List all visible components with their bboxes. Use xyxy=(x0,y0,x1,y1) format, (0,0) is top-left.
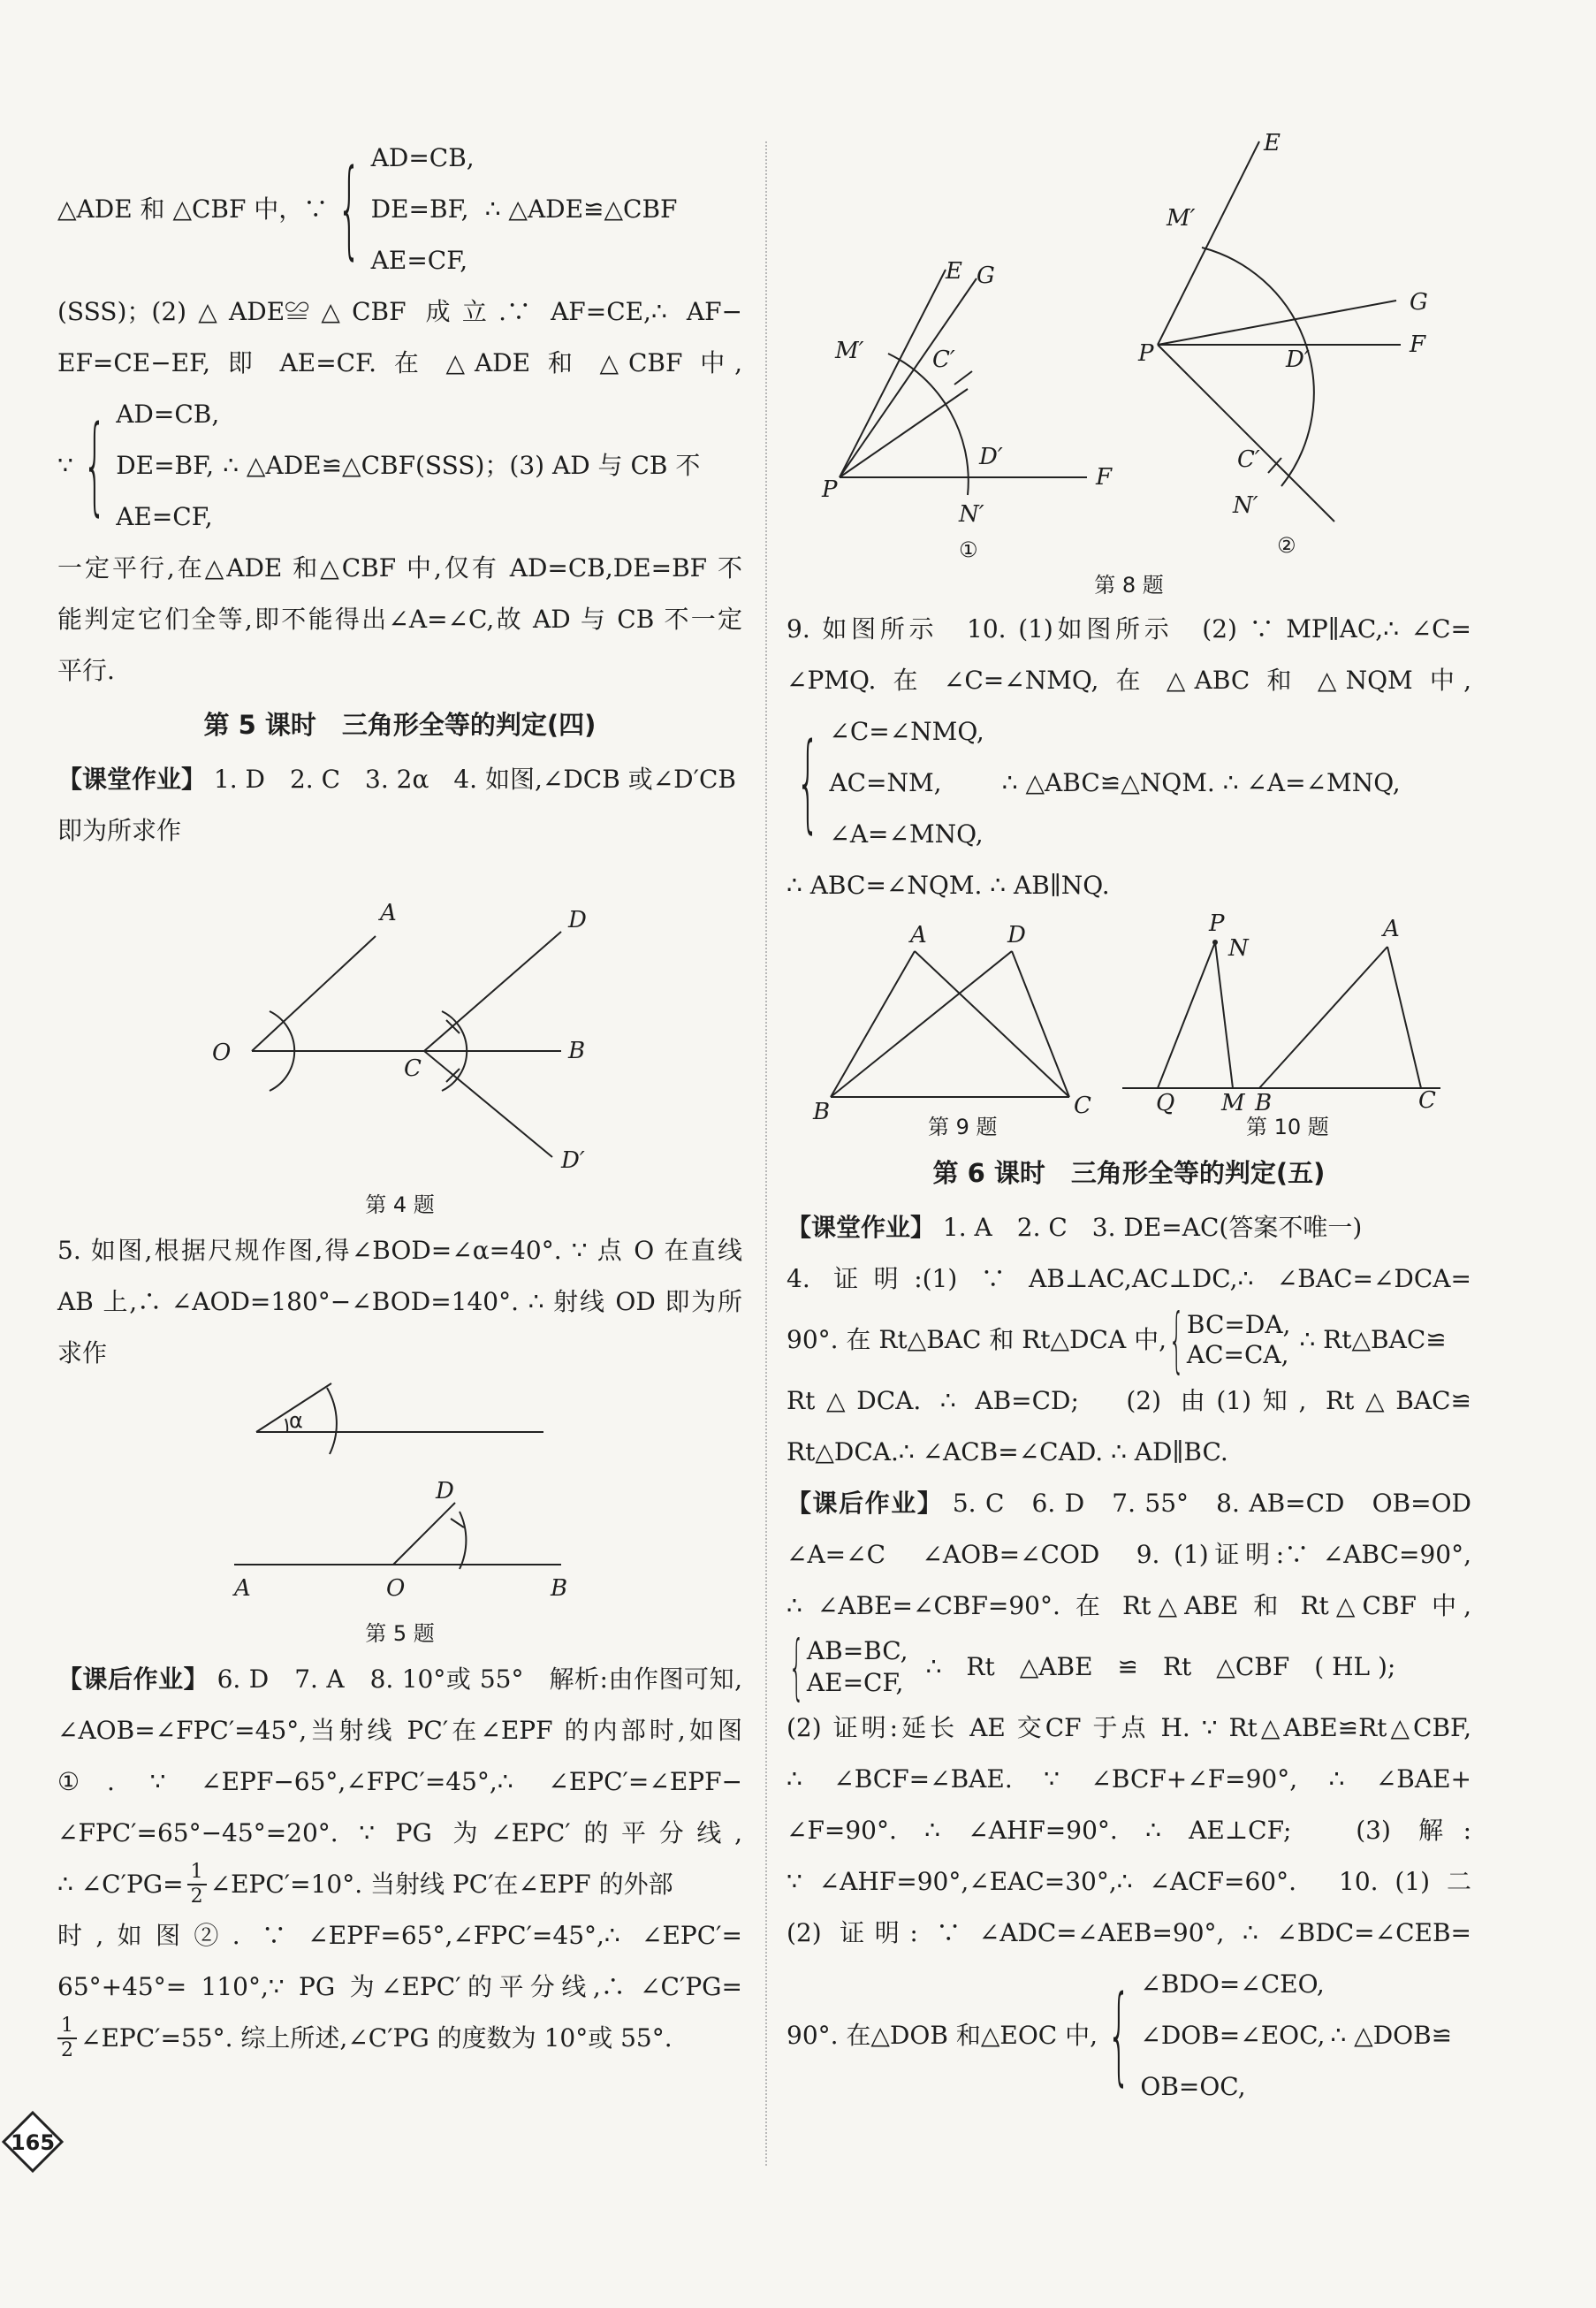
figure-caption: 第 8 题 xyxy=(1094,573,1164,598)
equation: BC=DA, xyxy=(1186,1310,1291,1339)
fig8-label: P xyxy=(1138,340,1154,367)
fig5-label: O xyxy=(386,1575,406,1602)
equation: AE=CF, xyxy=(806,1668,904,1697)
fraction xyxy=(57,2015,77,2062)
right-column xyxy=(787,124,1471,2113)
figure-5 xyxy=(57,1379,742,1618)
system-block xyxy=(57,389,742,543)
equation-system xyxy=(807,1635,908,1699)
brace-icon: { xyxy=(82,404,107,527)
column-divider xyxy=(765,141,767,2166)
text-line: 6. D 7. A 8. 10°或 55° 解析:由作图可知, xyxy=(217,1664,742,1694)
text-line: ∠A=∠C ∠AOB=∠COD 9. (1)证明:∵ ∠ABC=90°, xyxy=(787,1540,1471,1569)
figure-9-10 xyxy=(787,911,1471,1141)
text-line: 1. D 2. C 3. 2α 4. 如图,∠DCB 或∠D′CB xyxy=(213,765,736,794)
text-line: (SSS)；(2)△ADE≌△CBF 成立.∵ AF=CE,∴ AF− xyxy=(57,297,742,326)
text-line: 4. 证明:(1) ∵ AB⊥AC,AC⊥DC,∴ ∠BAC=∠DCA= xyxy=(787,1264,1471,1293)
fraction-denominator: 2 xyxy=(61,2039,73,2061)
system-block xyxy=(57,133,742,286)
equation: AC=NM, xyxy=(829,768,942,797)
fig10-label: A xyxy=(1383,916,1400,942)
equation: AB=BC, xyxy=(806,1636,908,1665)
text-line: AB 上,∴ ∠AOD=180°−∠BOD=140°. ∴ 射线 OD 即为所 xyxy=(57,1287,742,1316)
fig5-angle-mark xyxy=(285,1419,287,1432)
text-line: EF=CE−EF, 即 AE=CF. 在 △ADE 和 △CBF 中, xyxy=(57,348,742,377)
text-line: ∴ ∠BCF=∠BAE. ∵ ∠BCF+∠F=90°, ∴ ∠BAE+ xyxy=(787,1764,1471,1794)
fig8a-ray-pe xyxy=(840,270,946,477)
section-heading: 第 5 课时 三角形全等的判定(四) xyxy=(203,710,597,740)
equation-system xyxy=(1187,1310,1291,1370)
text-line: ∴ ∠ABE=∠CBF=90°. 在 Rt△ABE 和 Rt△CBF 中, xyxy=(787,1591,1471,1620)
equation: AC=CA, xyxy=(1186,1340,1289,1369)
text-line: ∴ Rt △ABE ≌ Rt △CBF ( HL ); xyxy=(925,1652,1396,1681)
fig10-label: M xyxy=(1221,1090,1245,1116)
fig8a-arc xyxy=(888,354,969,495)
fig8-label: N′ xyxy=(1233,492,1258,519)
fig4-label: D xyxy=(568,907,587,933)
text-line: 90°. 在 Rt△BAC 和 Rt△DCA 中, xyxy=(787,1325,1167,1354)
text-line: ∴ △DOB≌ xyxy=(1330,2021,1453,2050)
fig8-label: C′ xyxy=(1237,446,1260,473)
fig8-label: E xyxy=(946,258,962,285)
fraction-numerator: 1 xyxy=(57,2015,77,2039)
text-line: ∵ ∠AHF=90°,∠EAC=30°,∴ ∠ACF=60°. 10. (1) 二 xyxy=(787,1867,1471,1896)
text-line: 即为所求作 xyxy=(57,816,182,845)
fig9-label: D xyxy=(1007,922,1026,948)
fig8-label: P xyxy=(822,476,838,503)
figure-caption: 第 10 题 xyxy=(1246,1115,1329,1139)
fig9-edge xyxy=(915,951,1069,1097)
brace-icon: { xyxy=(1106,1974,1131,2097)
fig8a-ray-pc xyxy=(840,389,968,477)
equation: AE=CF, xyxy=(370,246,468,275)
system-block xyxy=(787,1299,1471,1381)
equation: ∠A=∠MNQ, xyxy=(829,819,984,849)
text-line: 平行. xyxy=(57,656,115,685)
equation-system xyxy=(829,706,984,860)
text-line: 1. A 2. C 3. DE=AC(答案不唯一) xyxy=(942,1213,1363,1242)
fig8-label: ① xyxy=(959,537,978,562)
fig8-label: G xyxy=(1410,289,1428,316)
equation: AD=CB, xyxy=(116,400,220,429)
text-line: 5. C 6. D 7. 55° 8. AB=CD OB=OD xyxy=(952,1489,1471,1518)
figure-8 xyxy=(787,124,1471,583)
text-line: ∠FPC′=65°−45°=20°. ∵ PG 为∠EPC′的平分线, xyxy=(57,1818,742,1847)
fig5-label: A xyxy=(234,1575,251,1602)
fig10-edge xyxy=(1387,947,1421,1088)
figure-caption: 第 9 题 xyxy=(928,1115,998,1139)
fig4-ray-oa xyxy=(252,936,376,1051)
fig4-label: D′ xyxy=(561,1147,585,1174)
text-line: 求作 xyxy=(57,1338,108,1367)
section-tag: 【课后作业】 xyxy=(57,1664,209,1694)
equation: DE=BF, xyxy=(370,194,469,224)
brace-icon: { xyxy=(788,1626,805,1708)
fig4-label: B xyxy=(568,1038,586,1064)
fig8b-ray-pe xyxy=(1158,141,1259,345)
fig8-label: F xyxy=(1410,331,1426,358)
page-number-badge xyxy=(2,2111,64,2173)
fig10-point-p xyxy=(1212,940,1218,945)
text-line: ∠PMQ. 在 ∠C=∠NMQ, 在 △ABC 和 △NQM 中, xyxy=(787,666,1471,695)
text-line: ∴ △ADE≌△CBF(SSS)；(3) AD 与 CB 不 xyxy=(223,451,701,480)
text-line: ∴ ∠C′PG= xyxy=(57,1870,184,1899)
fig8-label: C′ xyxy=(932,347,955,373)
page-number: 165 xyxy=(10,2130,56,2155)
fig8a-arc-mark xyxy=(954,371,972,385)
system-block xyxy=(787,706,1471,860)
fig5-label: B xyxy=(551,1575,568,1602)
equation: ∠DOB=∠EOC, xyxy=(1140,2021,1326,2050)
text-line: 5. 如图,根据尺规作图,得∠BOD=∠α=40°. ∵ 点 O 在直线 xyxy=(57,1236,742,1265)
left-column xyxy=(57,133,742,2064)
fig5-arc xyxy=(327,1388,337,1454)
fig8-label: M′ xyxy=(835,338,864,364)
fraction xyxy=(187,1861,207,1908)
fig10-label: Q xyxy=(1156,1090,1175,1116)
figure-caption: 第 5 题 xyxy=(365,1621,435,1646)
text-line: 90°. 在△DOB 和△EOC 中, xyxy=(787,2021,1098,2050)
text-line: 能判定它们全等,即不能得出∠A=∠C,故 AD 与 CB 不一定 xyxy=(57,605,742,634)
text-line: ∴ Rt△BAC≌ xyxy=(1299,1325,1447,1354)
equation: ∠BDO=∠CEO, xyxy=(1140,1969,1325,1999)
text-line: 9. 如图所示 10. (1)如图所示 (2) ∵ MP∥AC,∴ ∠C= xyxy=(787,614,1471,644)
fig5-arc xyxy=(460,1512,466,1569)
text-line: ∠EPC′=55°. 综上所述,∠C′PG 的度数为 10°或 55°. xyxy=(80,2023,673,2053)
fig10-label: N xyxy=(1228,935,1249,962)
text-line: 65°+45°= 110°,∵ PG 为∠EPC′的平分线,∴ ∠C′PG= xyxy=(57,1972,742,2001)
equation: ∠C=∠NMQ, xyxy=(829,717,984,746)
fig9-edge xyxy=(1012,951,1069,1097)
system-block xyxy=(787,1626,1471,1708)
text-line: ∠EPC′=10°. 当射线 PC′在∠EPF 的外部 xyxy=(209,1870,673,1899)
text-line: 时,如图②. ∵ ∠EPF=65°,∠FPC′=45°,∴ ∠EPC′= xyxy=(57,1921,742,1950)
fig10-edge xyxy=(1158,942,1215,1088)
brace-icon: { xyxy=(338,148,361,270)
equation-system xyxy=(1140,1959,1325,2113)
fig8-label: D′ xyxy=(979,444,1003,470)
fig10-label: C xyxy=(1418,1087,1436,1114)
text-line: Rt△DCA. ∴ AB=CD; (2) 由(1)知, Rt△BAC≌ xyxy=(787,1386,1471,1415)
fig8-label: ② xyxy=(1277,533,1296,558)
fig9-edge xyxy=(831,951,915,1097)
figure-4 xyxy=(57,857,742,1184)
equation: DE=BF, xyxy=(116,451,215,480)
equation: AE=CF, xyxy=(116,502,213,531)
page-edge-bleed xyxy=(0,141,16,2175)
fraction-denominator: 2 xyxy=(190,1885,203,1908)
fig9-label: B xyxy=(813,1099,831,1125)
fig5-arc-mark xyxy=(451,1519,464,1527)
fig4-label: A xyxy=(380,900,397,926)
system-block xyxy=(787,1959,1471,2113)
text-line: ∴ △ABC≌△NQM. ∴ ∠A=∠MNQ, xyxy=(1001,768,1401,797)
text-line: ∴ △ADE≌△CBF xyxy=(484,194,678,224)
fig8-label: G xyxy=(977,263,995,289)
fig5-label: α xyxy=(289,1408,303,1433)
fig10-label: P xyxy=(1209,911,1225,937)
text-line: (2) 证明: ∵ ∠ADC=∠AEB=90°, ∴ ∠BDC=∠CEB= xyxy=(787,1918,1471,1947)
figure-caption: 第 4 题 xyxy=(365,1192,435,1217)
fig8b-ray-pg xyxy=(1158,301,1396,345)
fig4-ray-cd xyxy=(424,932,561,1051)
text-line: ∴ ABC=∠NQM. ∴ AB∥NQ. xyxy=(787,871,1110,900)
text-line: ①. ∵ ∠EPF−65°,∠FPC′=45°,∴ ∠EPC′=∠EPF− xyxy=(57,1767,742,1796)
fig9-edge xyxy=(831,951,1012,1097)
section-tag: 【课堂作业】 xyxy=(787,1213,936,1242)
text-line: (2) 证明:延长 AE 交CF 于点 H. ∵ Rt△ABE≌Rt△CBF, xyxy=(787,1713,1471,1742)
fig8-label: N′ xyxy=(959,501,984,528)
fig4-label: C xyxy=(404,1055,422,1082)
text-line: ∠AOB=∠FPC′=45°,当射线 PC′在∠EPF 的内部时,如图 xyxy=(57,1716,742,1745)
fig8a-ray-pg xyxy=(840,278,977,477)
text-line: 一定平行,在△ADE 和△CBF 中,仅有 AD=CB,DE=BF 不 xyxy=(57,553,742,583)
text-line: ∠F=90°. ∴ ∠AHF=90°. ∴ AE⊥CF; (3) 解: xyxy=(787,1816,1471,1845)
fig5-ray-od xyxy=(393,1503,455,1565)
fig9-label: A xyxy=(910,922,927,948)
fig9-label: C xyxy=(1074,1093,1091,1119)
fig10-label: B xyxy=(1255,1090,1273,1116)
fig4-label: O xyxy=(212,1040,232,1066)
section-tag: 【课后作业】 xyxy=(787,1489,944,1518)
fig8-label: M′ xyxy=(1167,205,1196,232)
text-line: Rt△DCA.∴ ∠ACB=∠CAD. ∴ AD∥BC. xyxy=(787,1437,1228,1466)
fig8-label: D′ xyxy=(1286,347,1310,373)
fig5-label: D xyxy=(436,1478,454,1504)
brace-icon: { xyxy=(795,721,820,844)
equation: AD=CB, xyxy=(370,143,475,172)
equation: OB=OC, xyxy=(1140,2072,1246,2101)
section-tag: 【课堂作业】 xyxy=(57,765,207,794)
fig8-label: E xyxy=(1264,130,1281,156)
section-heading: 第 6 课时 三角形全等的判定(五) xyxy=(932,1158,1326,1188)
fig10-edge xyxy=(1259,947,1387,1088)
equation-system xyxy=(116,389,219,543)
fig4-ray-cd-prime xyxy=(424,1051,552,1157)
fraction-numerator: 1 xyxy=(187,1861,207,1885)
brace-icon: { xyxy=(1168,1299,1185,1381)
text-line: ∵ xyxy=(57,451,73,480)
fig8-label: F xyxy=(1096,464,1113,491)
text-line: △ADE 和 △CBF 中，∵ xyxy=(57,194,329,224)
fig10-edge xyxy=(1215,942,1233,1088)
equation-system xyxy=(371,133,475,286)
